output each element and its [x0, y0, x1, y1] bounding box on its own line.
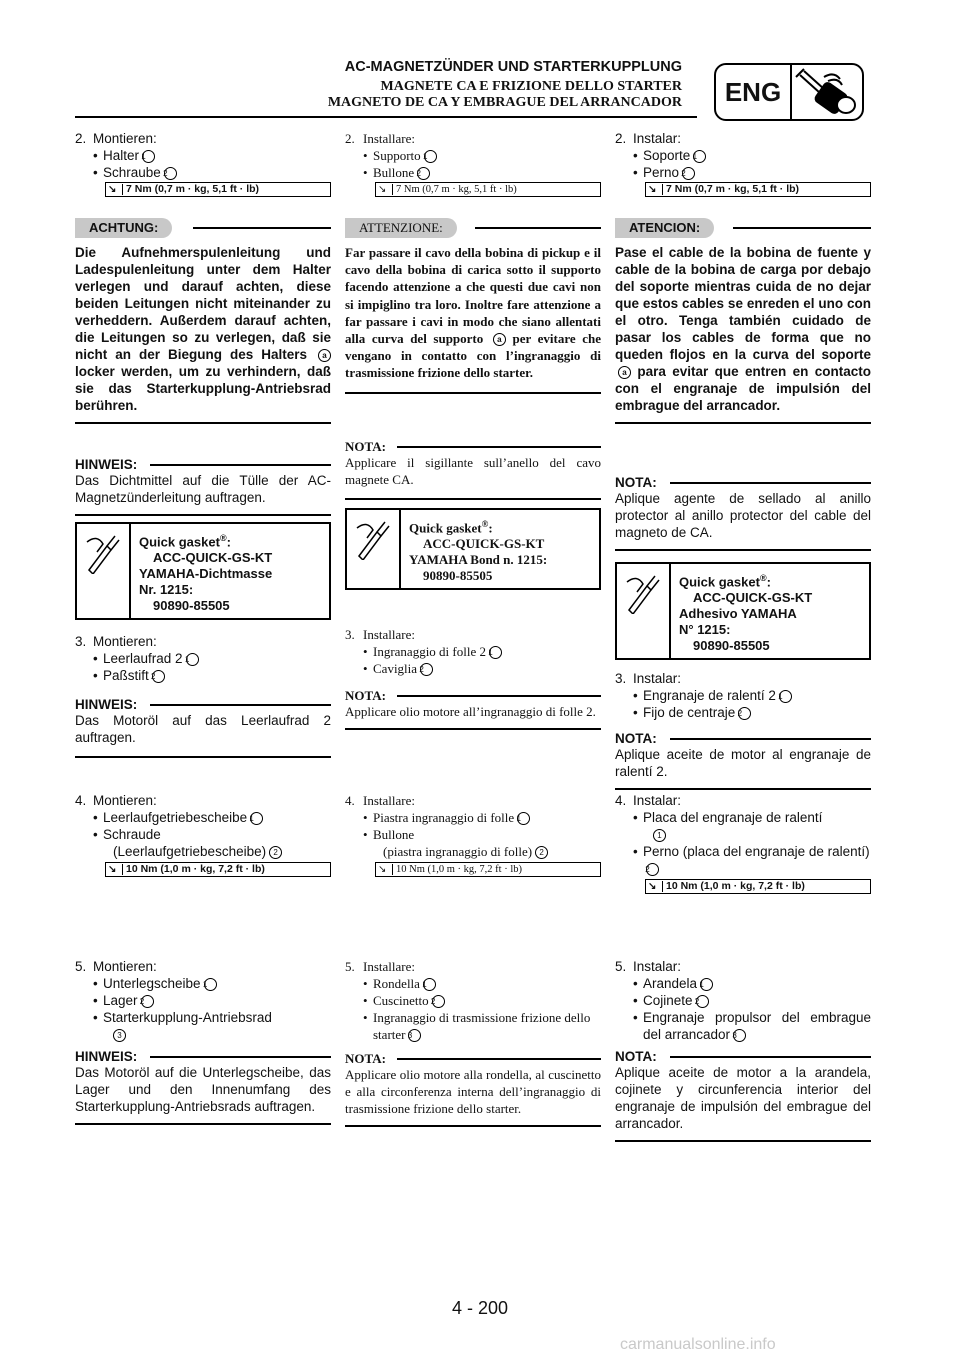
sealant-tool-icon	[355, 518, 391, 560]
de-step-5: 5. Montieren: • Unterlegscheibe 1 • Lager 2 • Starterkupplung-Antriebsrad 3	[75, 958, 331, 1043]
callout-a: a	[318, 349, 331, 362]
de-step-2: 2. Montieren: • Halter 1 • Schraube 2 ↘ 7 Nm (0,7 m · kg, 5,1 ft · lb)	[75, 130, 331, 197]
de-step-3: 3. Montieren: • Leerlaufrad 2 1 • Paßstift 2	[75, 633, 331, 684]
de-note-2: HINWEIS: Das Motoröl auf das Leerlaufrad 2 auftragen.	[75, 696, 331, 758]
it-caution: ATTENZIONE: Far passare il cavo della bobina di pickup e il cavo della bobina di carica sotto il supporto facendo attenzione a che questi due cavi non si impiglino tra loro. Inoltre fare attenzione a far passare i cavi in modo che siano allentati alla curva del supporto a per evitare che vengano in contatto con l’ingranaggio di trasmissione frizione dello starter.	[345, 218, 601, 394]
it-note-2: NOTA: Applicare olio motore all’ingranaggio di folle 2.	[345, 687, 601, 730]
it-quick-gasket-box: Quick gasket®: ACC-QUICK-GS-KT YAMAHA Bond n. 1215: 90890-85505	[345, 508, 601, 590]
header-rule	[75, 116, 697, 118]
callout-1: 1	[142, 150, 155, 163]
it-step-4: 4. Installare: • Piastra ingranaggio di folle 1 • Bullone (piastra ingranaggio di folle) 2 ↘ 10 Nm (1,0 m · kg, 7,2 ft · lb)	[345, 792, 601, 877]
header-title-de: AC-MAGNETZÜNDER UND STARTERKUPPLUNG	[344, 59, 682, 75]
engine-badge	[714, 63, 864, 121]
es-note-2: NOTA: Aplique aceite de motor al engranaje de ralentí 2.	[615, 730, 871, 790]
torque-spec: ↘ 7 Nm (0,7 m · kg, 5,1 ft · lb)	[105, 182, 331, 197]
de-quick-gasket-box: Quick gasket®: ACC-QUICK-GS-KT YAMAHA-Dichtmasse Nr. 1215: 90890-85505	[75, 522, 331, 620]
it-step-5: 5. Installare: • Rondella 1 • Cuscinetto 2 • Ingranaggio di trasmissione frizione dello starter 3	[345, 958, 601, 1043]
sealant-tool-icon	[625, 572, 661, 614]
engine-badge-label: ENG	[716, 65, 792, 119]
es-caution: ATENCION: Pase el cable de la bobina de fuente y cable de la bobina de carga por debajo del soporte mientras cuida de no dejar que estos cables se enreden el uno con el otro. Tenga también cuidado de pasar los cables de forma que no queden flojos en la curva del soporte a para evitar que entren en contacto con el engranaje de impulsión del embrague del arrancador.	[615, 218, 871, 424]
note-label: HINWEIS:	[75, 457, 138, 472]
es-step-5: 5. Instalar: • Arandela 1 • Cojinete 2 • Engranaje propulsor del embrague del arrancador 3	[615, 958, 871, 1043]
es-step-3: 3. Instalar: • Engranaje de ralentí 2 1 • Fijo de centraje 2	[615, 670, 871, 721]
de-note-3: HINWEIS: Das Motoröl auf die Unterlegscheibe, das Lager und den Innenumfang des Starterkupplung-Antriebsrads auftragen.	[75, 1048, 331, 1125]
de-note-1: HINWEIS: Das Dichtmittel auf die Tülle der AC-Magnetzünderleitung auftragen.	[75, 456, 331, 516]
de-caution: ACHTUNG: Die Aufnehmerspulenleitung und Ladespulenleitung unter dem Halter verlegen und darauf achten, diese beiden Leitungen nicht miteinander zu verheddern. Außerdem darauf achten, die Leitungen so zu verlegen, daß sie nicht an der Biegung des Halters a locker werden, um zu verhindern, daß sie das Starterkupplung-Antriebsrad berühren.	[75, 218, 331, 424]
it-step-2: 2. Installare: • Supporto 1 • Bullone 2 ↘ 7 Nm (0,7 m · kg, 5,1 ft · lb)	[345, 130, 601, 197]
header-title-it: MAGNETE CA E FRIZIONE DELLO STARTER	[380, 79, 682, 94]
es-quick-gasket-box: Quick gasket®: ACC-QUICK-GS-KT Adhesivo YAMAHA N° 1215: 90890-85505	[615, 562, 871, 660]
engine-tools-icon	[794, 67, 860, 119]
es-note-1: NOTA: Aplique agente de sellado al anillo protector al anillo protector del cable del magneto de CA.	[615, 474, 871, 551]
es-step-2: 2. Instalar: • Soporte 1 • Perno 2 ↘ 7 Nm (0,7 m · kg, 5,1 ft · lb)	[615, 130, 871, 197]
es-step-4: 4. Instalar: • Placa del engranaje de ralentí 1 • Perno (placa del engranaje de ralentí)2 ↘ 10 Nm (1,0 m · kg, 7,2 ft · lb)	[615, 792, 871, 894]
de-step-4: 4. Montieren: • Leerlaufgetriebescheibe 1 • Schraude (Leerlaufgetriebescheibe) 2 ↘ 10 Nm (1,0 m · kg, 7,2 ft · lb)	[75, 792, 331, 877]
es-note-3: NOTA: Aplique aceite de motor a la arandela, cojinete y circunferencia interior del engranaje de impulsión del embrague del arrancador.	[615, 1048, 871, 1142]
caution-label: ACHTUNG:	[75, 218, 172, 238]
callout-2: 2	[164, 167, 177, 180]
header-title-es: MAGNETO DE CA Y EMBRAGUE DEL ARRANCADOR	[327, 95, 682, 110]
it-note-1: NOTA: Applicare il sigillante sull’anello del cavo magnete CA.	[345, 438, 601, 500]
it-note-3: NOTA: Applicare olio motore alla rondella, al cuscinetto e alla circonferenza interna dell’ingranaggio di trasmissione frizione dello starter.	[345, 1050, 601, 1127]
sealant-tool-icon	[85, 532, 121, 574]
torque-wrench-icon: ↘	[108, 184, 123, 195]
watermark: carmanualsonline.info	[620, 1336, 776, 1353]
it-step-3: 3. Installare: • Ingranaggio di folle 2 1 • Caviglia 2	[345, 626, 601, 677]
page-number: 4 - 200	[451, 1298, 509, 1318]
